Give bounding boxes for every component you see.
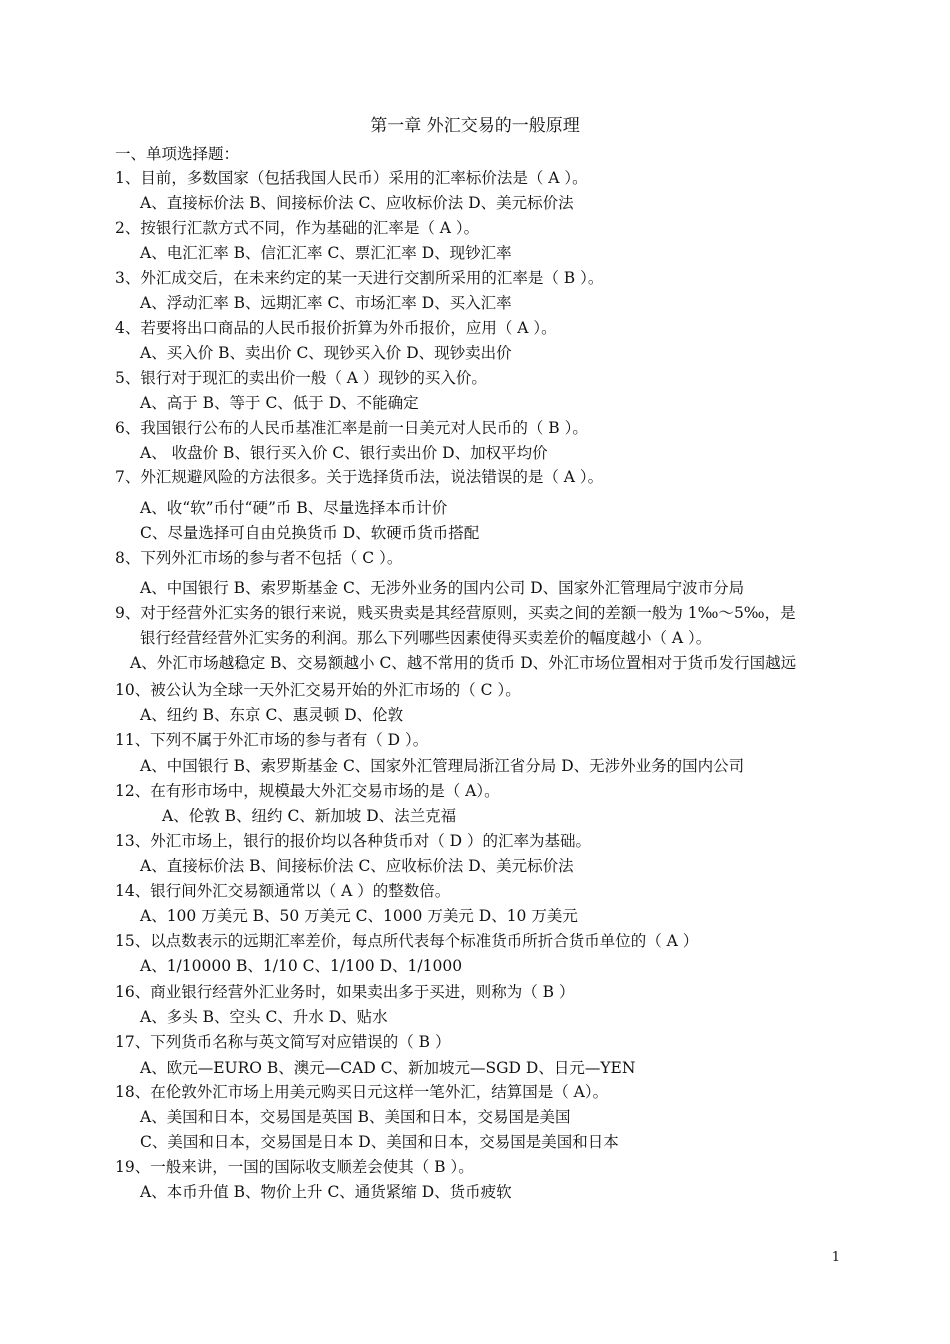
- options-16: A、多头 B、空头 C、升水 D、贴水: [140, 1008, 388, 1026]
- options-7b: C、尽量选择可自由兑换货币 D、软硬币货币搭配: [140, 524, 480, 542]
- options-18b: C、美国和日本，交易国是日本 D、美国和日本，交易国是美国和日本: [140, 1133, 619, 1151]
- options-5: A、高于 B、等于 C、低于 D、不能确定: [140, 394, 419, 412]
- page-number: 1: [831, 1250, 840, 1265]
- question-6: 6、我国银行公布的人民币基准汇率是前一日美元对人民币的（ B ）。: [115, 419, 588, 437]
- question-5: 5、银行对于现汇的卖出价一般（ A ）现钞的买入价。: [115, 369, 487, 387]
- options-1: A、直接标价法 B、间接标价法 C、应收标价法 D、美元标价法: [140, 194, 574, 212]
- options-10: A、纽约 B、东京 C、惠灵顿 D、伦敦: [140, 706, 404, 724]
- options-4: A、买入价 B、卖出价 C、现钞买入价 D、现钞卖出价: [140, 344, 512, 362]
- options-2: A、电汇汇率 B、信汇汇率 C、票汇汇率 D、现钞汇率: [140, 244, 512, 262]
- question-8: 8、下列外汇市场的参与者不包括（ C ）。: [115, 549, 403, 567]
- options-9: A、外汇市场越稳定 B、交易额越小 C、越不常用的货币 D、外汇市场位置相对于货币发行国越远: [130, 654, 797, 672]
- question-13: 13、外汇市场上，银行的报价均以各种货币对（ D ）的汇率为基础。: [115, 832, 592, 850]
- question-9: 9、对于经营外汇实务的银行来说，贱买贵卖是其经营原则，买卖之间的差额一般为 1‰～5‰，是: [115, 604, 796, 622]
- options-14: A、100 万美元 B、50 万美元 C、1000 万美元 D、10 万美元: [140, 907, 578, 925]
- question-9-cont: 银行经营经营外汇实务的利润。那么下列哪些因素使得买卖差价的幅度越小（ A ）。: [140, 629, 712, 647]
- options-12: A、伦敦 B、纽约 C、新加坡 D、法兰克福: [162, 807, 457, 825]
- section-heading: 一、单项选择题：: [115, 145, 240, 163]
- question-14: 14、银行间外汇交易额通常以（ A ）的整数倍。: [115, 882, 451, 900]
- question-18: 18、在伦敦外汇市场上用美元购买日元这样一笔外汇，结算国是（ A）。: [115, 1083, 609, 1101]
- options-8: A、中国银行 B、索罗斯基金 C、无涉外业务的国内公司 D、国家外汇管理局宁波市分局: [140, 579, 745, 597]
- question-10: 10、被公认为全球一天外汇交易开始的外汇市场的（ C ）。: [115, 681, 521, 699]
- options-19: A、本币升值 B、物价上升 C、通货紧缩 D、货币疲软: [140, 1183, 512, 1201]
- options-18a: A、美国和日本，交易国是英国 B、美国和日本，交易国是美国: [140, 1108, 571, 1126]
- options-15: A、1/10000 B、1/10 C、1/100 D、1/1000: [140, 957, 463, 975]
- question-17: 17、下列货币名称与英文简写对应错误的（ B ）: [115, 1033, 451, 1051]
- question-11: 11、下列不属于外汇市场的参与者有（ D ）。: [115, 731, 429, 749]
- question-3: 3、外汇成交后，在未来约定的某一天进行交割所采用的汇率是（ B ）。: [115, 269, 604, 287]
- options-17: A、欧元—EURO B、澳元—CAD C、新加坡元—SGD D、日元—YEN: [140, 1059, 636, 1077]
- question-1: 1、目前，多数国家（包括我国人民币）采用的汇率标价法是（ A ）。: [115, 169, 588, 187]
- question-2: 2、按银行汇款方式不同，作为基础的汇率是（ A ）。: [115, 219, 480, 237]
- question-19: 19、一般来讲，一国的国际收支顺差会使其（ B ）。: [115, 1158, 474, 1176]
- options-13: A、直接标价法 B、间接标价法 C、应收标价法 D、美元标价法: [140, 857, 574, 875]
- options-3: A、浮动汇率 B、远期汇率 C、市场汇率 D、买入汇率: [140, 294, 512, 312]
- options-6: A、 收盘价 B、银行买入价 C、银行卖出价 D、加权平均价: [140, 444, 548, 462]
- question-15: 15、以点数表示的远期汇率差价，每点所代表每个标准货币所折合货币单位的（ A ）: [115, 932, 699, 950]
- question-7: 7、外汇规避风险的方法很多。关于选择货币法，说法错误的是（ A ）。: [115, 468, 604, 486]
- question-4: 4、若要将出口商品的人民币报价折算为外币报价，应用（ A ）。: [115, 319, 557, 337]
- options-11: A、中国银行 B、索罗斯基金 C、国家外汇管理局浙江省分局 D、无涉外业务的国内公司: [140, 757, 745, 775]
- chapter-title: 第一章 外汇交易的一般原理: [370, 116, 580, 136]
- question-12: 12、在有形市场中，规模最大外汇交易市场的是（ A）。: [115, 782, 500, 800]
- options-7a: A、收“软”币付“硬”币 B、尽量选择本币计价: [140, 499, 448, 517]
- question-16: 16、商业银行经营外汇业务时，如果卖出多于买进，则称为（ B ）: [115, 983, 575, 1001]
